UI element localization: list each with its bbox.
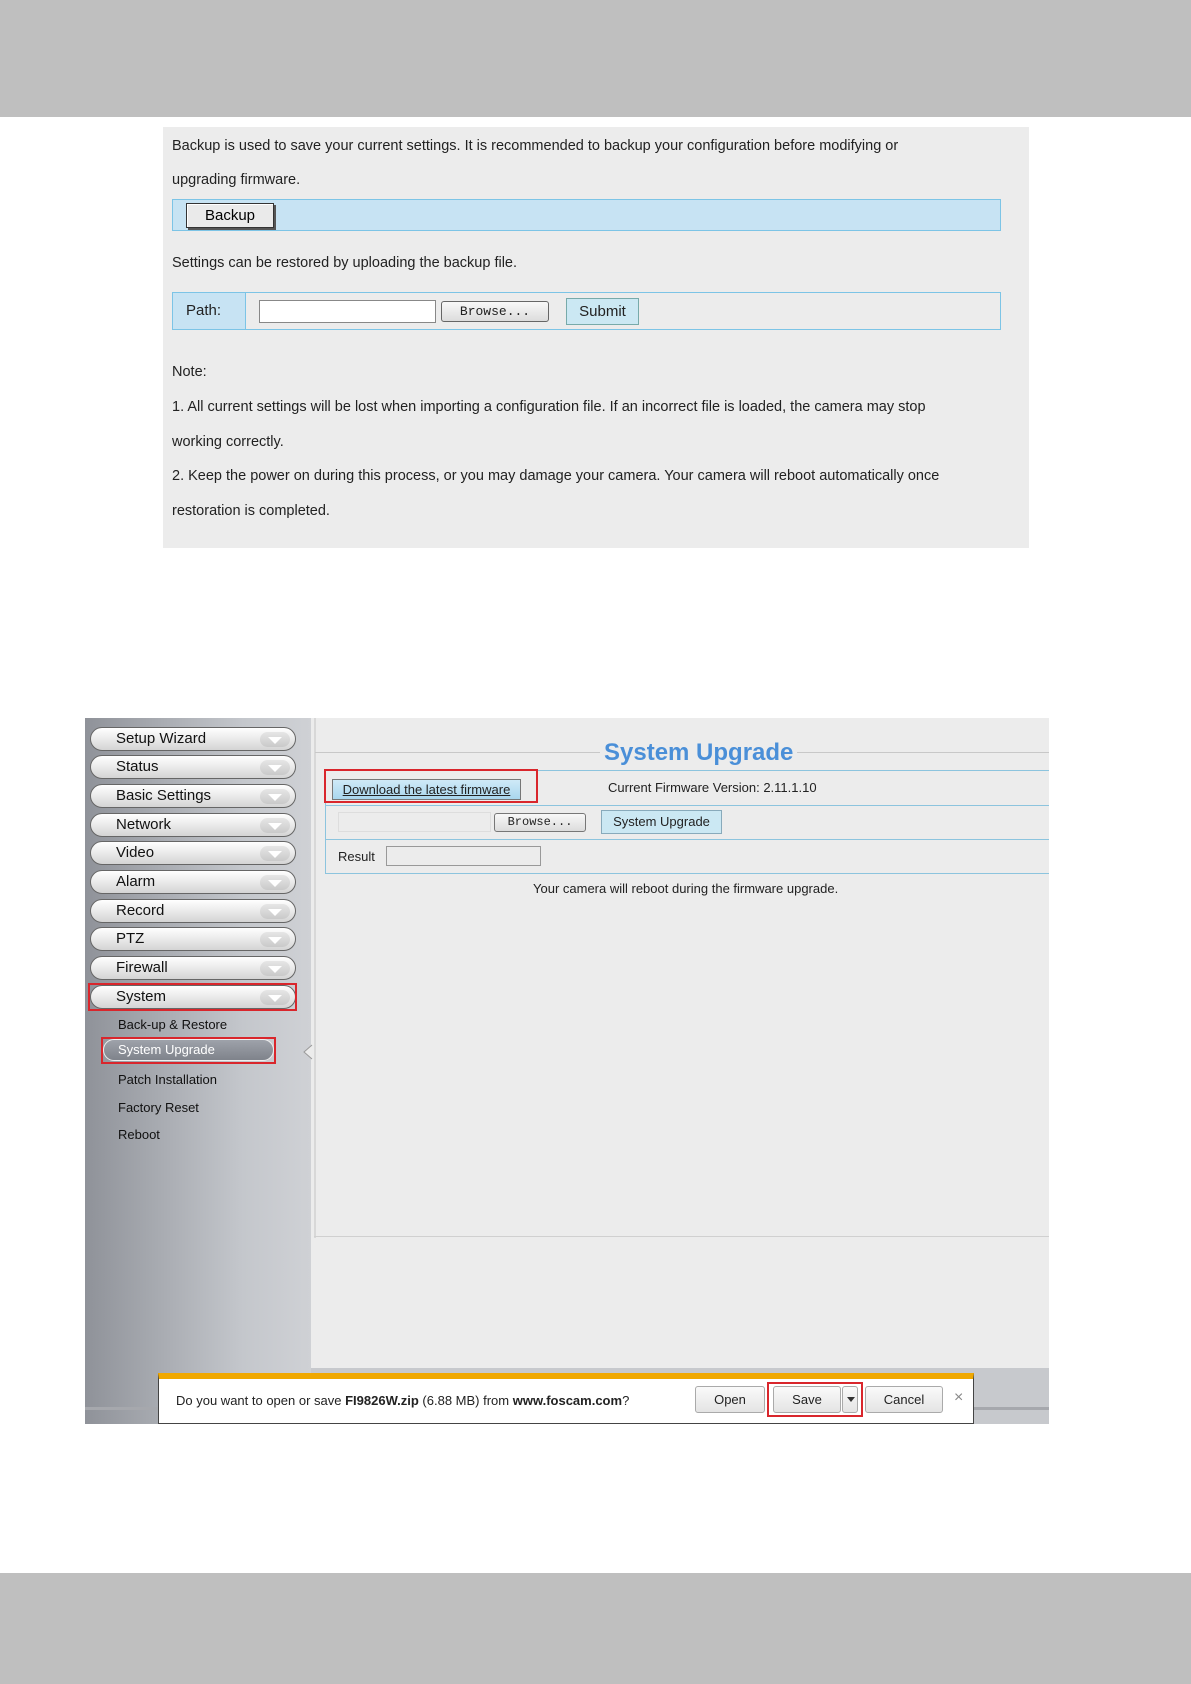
path-label: Path: <box>173 293 246 329</box>
sidebar-item-network[interactable] <box>90 813 296 837</box>
sidebar-item-label: Status <box>116 758 159 775</box>
sub-item-factory-reset[interactable]: Factory Reset <box>118 1100 199 1115</box>
top-gray-band <box>0 0 1191 117</box>
cancel-button[interactable]: Cancel <box>865 1386 943 1413</box>
chevron-down-icon <box>260 932 290 947</box>
system-upgrade-button[interactable]: System Upgrade <box>601 810 722 834</box>
main-divider <box>314 718 316 1238</box>
sub-item-patch-installation[interactable]: Patch Installation <box>118 1072 218 1087</box>
sidebar-item-video[interactable] <box>90 841 296 865</box>
sidebar-item-label: Alarm <box>116 873 156 890</box>
download-firmware-button[interactable]: Download the latest firmware <box>332 779 521 800</box>
sidebar-item-label: Record <box>116 902 165 919</box>
submit-button[interactable]: Submit <box>566 298 639 325</box>
prompt-prefix: Do you want to open or save <box>176 1393 346 1408</box>
prompt-suffix: ? <box>622 1393 630 1408</box>
browse-button[interactable]: Browse... <box>494 813 586 832</box>
chevron-down-icon <box>260 904 290 919</box>
chevron-down-icon <box>260 732 290 747</box>
sidebar-item-setup-wizard[interactable] <box>90 727 296 751</box>
sub-item-system-upgrade[interactable]: System Upgrade <box>103 1039 274 1061</box>
highlight-system <box>88 983 297 1011</box>
sub-item-backup-restore[interactable]: Back-up & Restore <box>118 1017 228 1032</box>
sidebar-item-label: Firewall <box>116 959 168 976</box>
backup-bar <box>172 199 1001 231</box>
highlight-download <box>324 769 538 803</box>
reboot-note: Your camera will reboot during the firmware upgrade. <box>533 881 839 896</box>
note-title: Note: <box>172 364 207 380</box>
chevron-down-icon <box>260 760 290 775</box>
sidebar-item-label: System <box>116 988 167 1005</box>
download-prompt <box>176 1393 629 1408</box>
restore-instructions: Settings can be restored by uploading the backup file. <box>172 255 518 271</box>
path-input[interactable] <box>259 300 436 323</box>
firmware-table <box>325 770 1049 874</box>
firmware-version: Current Firmware Version: 2.11.1.10 <box>608 780 817 795</box>
chevron-down-icon <box>260 789 290 804</box>
sidebar-item-firewall[interactable] <box>90 956 296 980</box>
highlight-save <box>767 1382 863 1417</box>
download-file-size: (6.88 MB) from <box>418 1393 513 1408</box>
sidebar-item-label: Network <box>116 816 172 833</box>
chevron-down-icon <box>260 818 290 833</box>
browse-button[interactable]: Browse... <box>441 301 549 322</box>
download-notification-bar <box>158 1373 974 1424</box>
content-bottom-rule <box>314 1236 1049 1237</box>
page-title: System Upgrade <box>600 739 797 767</box>
sidebar-item-label: PTZ <box>116 930 145 947</box>
note2-line1: 2. Keep the power on during this process, or you may damage your camera. Your camera will reboot automatically once <box>172 468 940 484</box>
backup-intro-line1: Backup is used to save your current settings. It is recommended to backup your configuration before modifying or <box>172 138 899 154</box>
sidebar-item-label: Setup Wizard <box>116 730 207 747</box>
active-pointer-icon <box>303 1044 313 1060</box>
highlight-system-upgrade <box>101 1037 276 1064</box>
note1-line2: working correctly. <box>172 434 284 450</box>
sidebar-menu <box>85 718 311 1424</box>
backup-restore-panel <box>163 127 1029 548</box>
sidebar-item-ptz[interactable] <box>90 927 296 951</box>
sidebar-item-alarm[interactable] <box>90 870 296 894</box>
download-file-name: FI9826W.zip <box>345 1393 419 1408</box>
chevron-down-icon <box>260 961 290 976</box>
open-button[interactable]: Open <box>695 1386 765 1413</box>
sidebar-item-label: Video <box>116 844 155 861</box>
firmware-file-input[interactable] <box>338 812 491 832</box>
result-label: Result <box>338 849 375 864</box>
chevron-down-icon <box>260 875 290 890</box>
sidebar-item-label: Basic Settings <box>116 787 212 804</box>
sidebar-item-status[interactable] <box>90 755 296 779</box>
close-icon[interactable]: × <box>954 1389 964 1406</box>
sub-item-reboot[interactable]: Reboot <box>118 1127 160 1142</box>
sidebar-item-record[interactable] <box>90 899 296 923</box>
save-button[interactable]: Save <box>773 1386 841 1413</box>
backup-intro-line2: upgrading firmware. <box>172 172 301 188</box>
result-field <box>386 846 541 866</box>
result-row <box>326 840 1049 874</box>
upgrade-row <box>326 806 1049 840</box>
backup-button[interactable]: Backup <box>186 203 274 228</box>
chevron-down-icon <box>260 846 290 861</box>
note1-line1: 1. All current settings will be lost when importing a configuration file. If an incorrect file is loaded, the camera may stop <box>172 399 926 415</box>
system-upgrade-screenshot <box>85 718 1049 1424</box>
sidebar-item-basic-settings[interactable] <box>90 784 296 808</box>
restore-path-row <box>172 292 1001 330</box>
download-site: www.foscam.com <box>512 1393 623 1408</box>
note2-line2: restoration is completed. <box>172 503 330 519</box>
bottom-gray-band <box>0 1573 1191 1684</box>
